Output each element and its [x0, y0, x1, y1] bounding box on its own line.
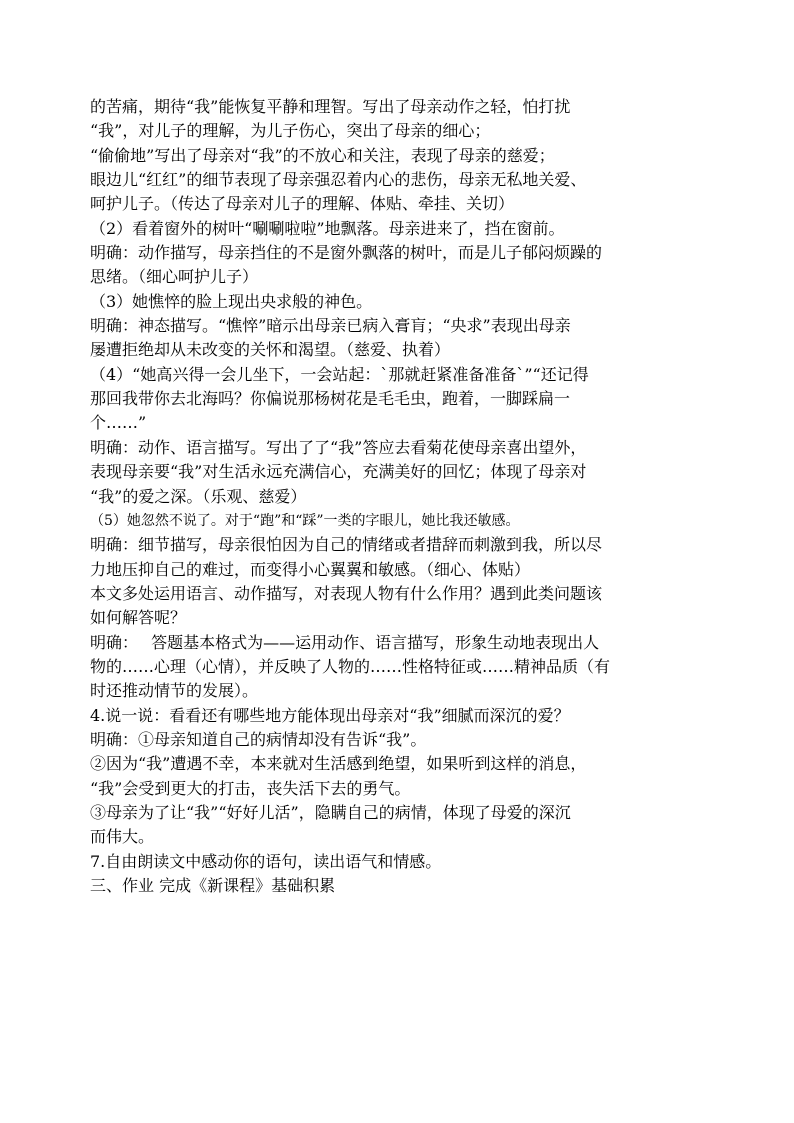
text-line: 时还推动情节的发展）。: [90, 681, 259, 701]
document-page: [90, 95, 706, 898]
text-line: 明确：动作、语言描写。写出了了“我”答应去看菊花使母亲喜出望外，: [90, 437, 587, 457]
text-line: 表现母亲要“我”对生活永远充满信心，充满美好的回忆；体现了母亲对: [90, 462, 587, 482]
text-line: ②因为“我”遭遇不幸，本来就对生活感到绝望，如果听到这样的消息，: [90, 754, 587, 774]
text-line: “我”，对儿子的理解，为儿子伤心，突出了母亲的细心；: [90, 121, 491, 141]
text-line: 明确：神态描写。“憔悴”暗示出母亲已病入膏肓；“央求”表现出母亲: [90, 316, 571, 336]
text-line: 7.自由朗读文中感动你的语句，读出语气和情感。: [90, 851, 442, 871]
text-line: （4）“她高兴得一会儿坐下，一会站起：`那就赶紧准备准备`”“还记得: [90, 364, 589, 384]
text-line: “偷偷地”写出了母亲对“我”的不放心和关注，表现了母亲的慈爱；: [90, 145, 555, 165]
text-line: 思绪。（细心呵护儿子）: [90, 267, 259, 287]
text-line: 如何解答呢？: [90, 608, 187, 628]
text-line: 三、作业 完成《新课程》基础积累: [90, 876, 336, 895]
text-line: 屡遭拒绝却从未改变的关怀和渴望。（慈爱、执着）: [90, 340, 451, 360]
text-line: 眼边儿“红红”的细节表现了母亲强忍着内心的悲伤，母亲无私地关爱、: [90, 170, 587, 190]
text-line: 的苦痛，期待“我”能恢复平静和理智。写出了母亲动作之轻，怕打扰: [90, 97, 571, 116]
text-line: 那回我带你去北海吗？你偏说那杨树花是毛毛虫，跑着，一脚踩扁一: [90, 389, 571, 409]
text-line: 物的……心理（心情），并反映了人物的……性格特征或……精神品质（有: [90, 656, 611, 676]
text-line: 明确：细节描写，母亲很怕因为自己的情绪或者措辞而刺激到我，所以尽: [90, 535, 603, 555]
text-line: “我”会受到更大的打击，丧失活下去的勇气。: [90, 778, 411, 798]
text-line: （3）她憔悴的脸上现出央求般的神色。: [90, 291, 373, 311]
text-line: （2）看着窗外的树叶“唰唰啦啦”地飘落。母亲进来了，挡在窗前。: [90, 218, 565, 238]
text-line: 呵护儿子。（传达了母亲对儿子的理解、体贴、牵挂、关切）: [90, 194, 515, 214]
text-line: “我”的爱之深。（乐观、慈爱）: [90, 486, 307, 506]
text-line: 明确：动作描写，母亲挡住的不是窗外飘落的树叶，而是儿子郁闷烦躁的: [90, 243, 603, 263]
text-line: 明确：①母亲知道自己的病情却没有告诉“我”。: [90, 729, 427, 749]
text-line: 而伟大。: [90, 827, 155, 847]
text-line: 本文多处运用语言、动作描写，对表现人物有什么作用？遇到此类问题该: [90, 583, 603, 603]
text-line: 4.说一说：看看还有哪些地方能体现出母亲对“我”细腻而深沉的爱？: [90, 705, 570, 725]
text-line: ③母亲为了让“我”“好好儿活”，隐瞒自己的病情，体现了母爱的深沉: [90, 802, 571, 822]
text-line: 力地压抑自己的难过，而变得小心翼翼和敏感。（细心、体贴）: [90, 559, 531, 579]
text-line: （5）她忽然不说了。对于“跑”和“踩”一类的字眼儿，她比我还敏感。: [90, 512, 520, 529]
text-line: 明确： 答题基本格式为——运用动作、语言描写，形象生动地表现出人: [90, 632, 600, 652]
text-line: 个……”: [90, 413, 147, 433]
